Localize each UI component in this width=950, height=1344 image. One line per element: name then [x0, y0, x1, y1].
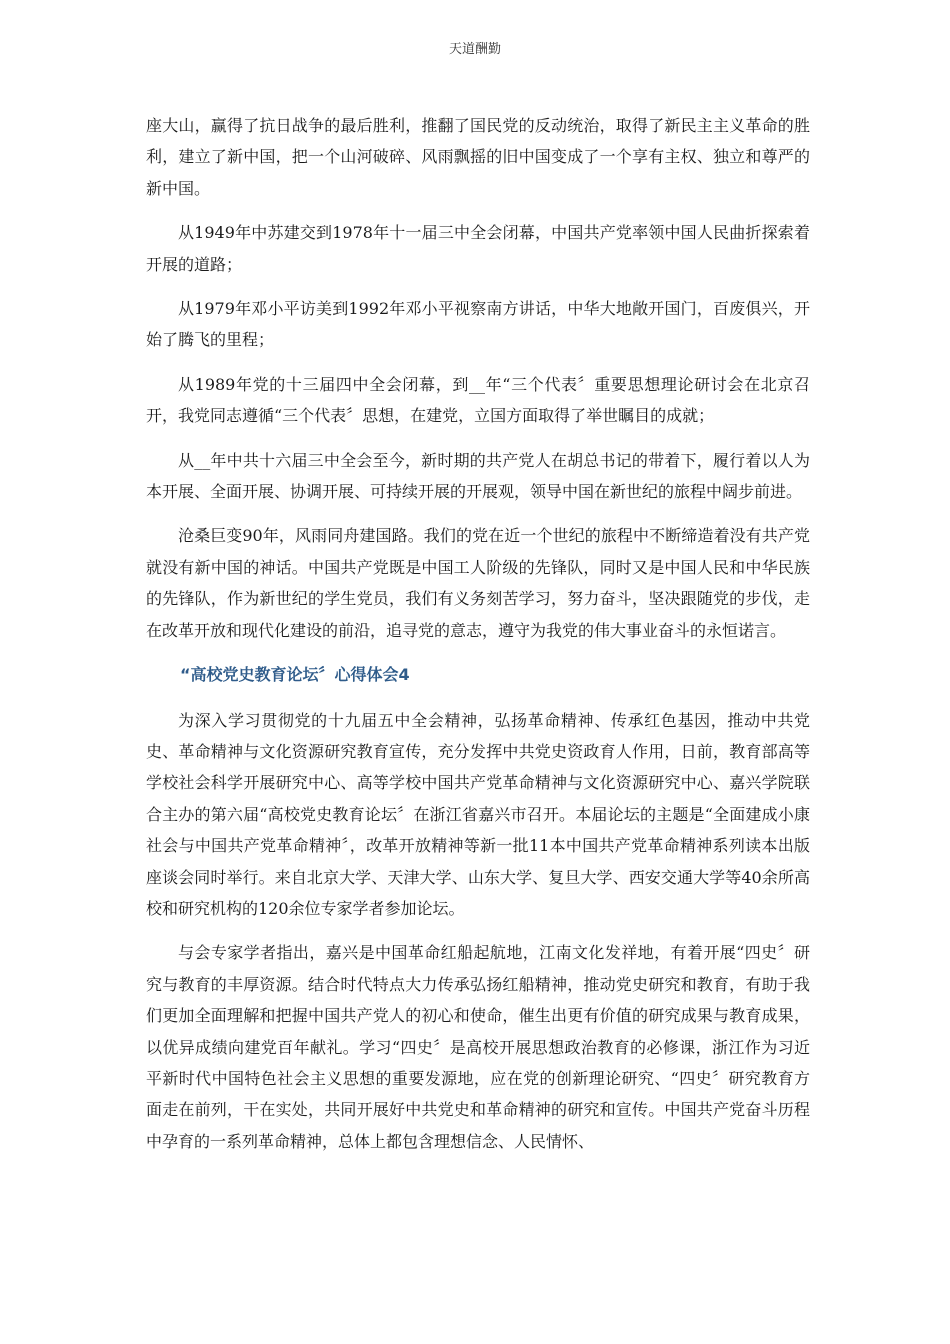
paragraph-7: 为深入学习贯彻党的十九届五中全会精神，弘扬革命精神、传承红色基因，推动中共党史、革命精神与文化资源研究教育宣传，充分发挥中共党史资政育人作用，日前，教育部高等学校社会科学开展研究中心、高等学校中国共产党革命精神与文化资源研究中心、嘉兴学院联合主办的第六届“高校党史教育论坛〞在浙江省嘉兴市召开。本届论坛的主题是“全面建成小康社会与中国共产党革命精神〞，改革开放精神等新一批11本中国共产党革命精神系列读本出版座谈会同时举行。来自北京大学、天津大学、山东大学、复旦大学、西安交通大学等40余所高校和研究机构的120余位专家学者参加论坛。 — [146, 710, 810, 918]
paragraph-8: 与会专家学者指出，嘉兴是中国革命红船起航地，江南文化发祥地，有着开展“四史〞研究与教育的丰厚资源。结合时代特点大力传承弘扬红船精神，推动党史研究和教育，有助于我们更加全面理解和把握中国共产党人的初心和使命，催生出更有价值的研究成果与教育成果，以优异成绩向建党百年献礼。学习“四史〞是高校开展思想政治教育的必修课，浙江作为习近平新时代中国特色社会主义思想的重要发源地，应在党的创新理论研究、“四史〞研究教育方面走在前列，干在实处，共同开展好中共党史和革命精神的研究和宣传。中国共产党奋斗历程中孕育的一系列革命精神，总体上都包含理想信念、人民情怀、 — [146, 943, 810, 1151]
paragraph-6: 沧桑巨变90年，风雨同舟建国路。我们的党在近一个世纪的旅程中不断缔造着没有共产党就没有新中国的神话。中国共产党既是中国工人阶级的先锋队，同时又是中国人民和中华民族的先锋队，作为新世纪的学生党员，我们有义务刻苦学习，努力奋斗，坚决跟随党的步伐，走在改革开放和现代化建设的前沿，追寻党的意志，遵守为我党的伟大事业奋斗的永恒诺言。 — [146, 526, 810, 640]
paragraph-1: 座大山，赢得了抗日战争的最后胜利，推翻了国民党的反动统治，取得了新民主主义革命的胜利，建立了新中国，把一个山河破碎、风雨飘摇的旧中国变成了一个享有主权、独立和尊严的新中国。 — [146, 116, 810, 198]
paragraph-5: 从__年中共十六届三中全会至今，新时期的共产党人在胡总书记的带着下，履行着以人为本开展、全面开展、协调开展、可持续开展的开展观，领导中国在新世纪的旅程中阔步前进。 — [146, 450, 810, 502]
paragraph-4: 从1989年党的十三届四中全会闭幕，到__年“三个代表〞重要思想理论研讨会在北京召开，我党同志遵循“三个代表〞思想，在建党，立国方面取得了举世瞩目的成就； — [146, 374, 810, 426]
document-body — [146, 110, 810, 1170]
paragraph-2: 从1949年中苏建交到1978年十一届三中全会闭幕，中国共产党率领中国人民曲折探索着开展的道路； — [146, 223, 810, 274]
paragraph-3: 从1979年邓小平访美到1992年邓小平视察南方讲话，中华大地敞开国门，百废俱兴，开始了腾飞的里程； — [146, 299, 810, 350]
section-heading: “高校党史教育论坛〞心得体会4 — [180, 665, 410, 685]
page-header: 天道酬勤 — [448, 42, 501, 57]
